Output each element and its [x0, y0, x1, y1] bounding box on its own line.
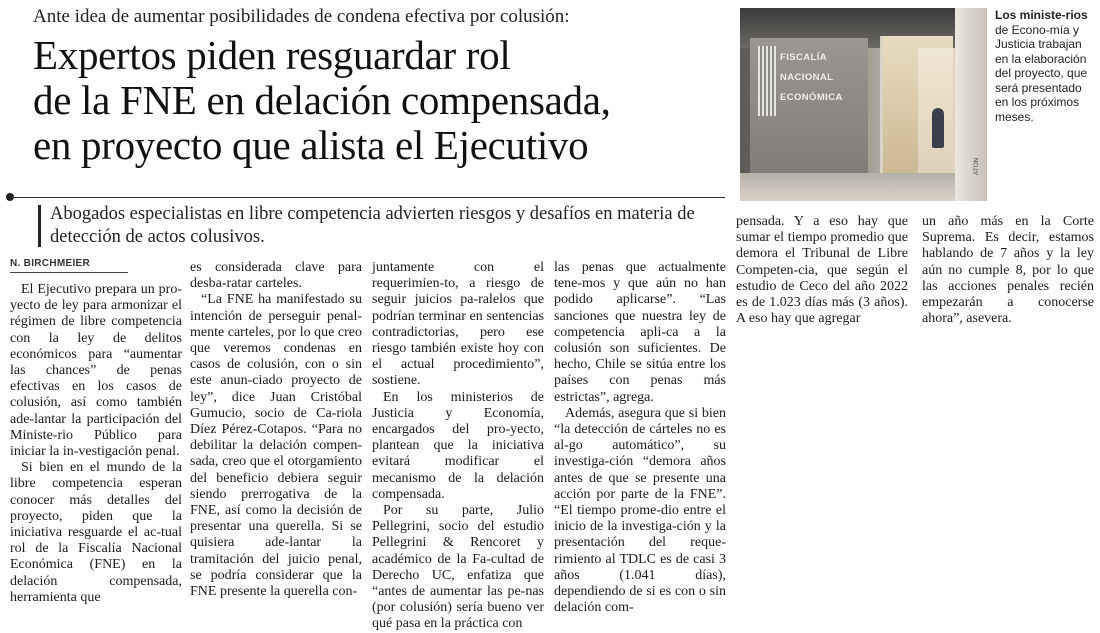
paragraph: pensada. Y a eso hay que sumar el tiempo promedio que demora el Tribunal de Libre Competen-cia, que según el estudio de Ceco del año 2022 es de 1.023 días más (3 años). A eso hay que agregar: [736, 214, 908, 327]
article-column-3: [372, 260, 544, 633]
article-column-4: [554, 260, 726, 616]
paragraph: En los ministerios de Justicia y Economía, encargados del pro-yecto, plantean que la iniciativa evitará modificar el mecanismo de la delación compensada.: [372, 389, 544, 502]
fne-sign: [758, 46, 868, 118]
kicker: Ante idea de aumentar posibilidades de condena efectiva por colusión:: [33, 6, 570, 27]
headline-line-2: de la FNE en delación compensada,: [33, 77, 611, 123]
paragraph: es considerada clave para desba-ratar carteles.: [190, 260, 362, 292]
paragraph: “La FNE ha manifestado su intención de perseguir penal-mente carteles, por lo que creo que veremos condenas en casos de colusión, con o sin este anun-ciado proyecto de ley”, dice Juan Cristóbal Gumucio, socio de Ca-riola Díez Pérez-Cotapos. “Para no debilitar la delación compen-sada, creo que el otorgamiento del beneficio debiera seguir siendo prerrogativa de la FNE, así como la decisión de presentar una querella. Si se quisiera ade-lantar la tramitación del juicio penal, se podría considerar que la FNE presente la querella con-: [190, 292, 362, 600]
headline: [33, 33, 723, 168]
paragraph: El Ejecutivo prepara un pro-yecto de ley para armonizar el régimen de libre competencia con la ley de delitos económicos para “aumentar las chances” de penas efectivas en los casos de colusión, así como también ade-lantar la participación del Ministe-rio Público para iniciar la in-vestigación penal.: [10, 282, 182, 460]
article-column-6: [922, 214, 1094, 327]
fne-office-photo: [740, 8, 987, 201]
byline-rule: [10, 272, 128, 273]
subhead-bar: [38, 205, 41, 247]
sign-text: FISCALÍA: [780, 52, 828, 63]
photo-caption: [995, 8, 1095, 124]
headline-rule: [10, 197, 725, 198]
article-column-5: [736, 214, 908, 327]
headline-line-3: en proyecto que alista el Ejecutivo: [33, 122, 589, 168]
paragraph: juntamente con el requerimien-to, a riesgo de seguir juicios pa-ralelos que podrían terminar en sentencias contradictorias, pero ese riesgo también existe hoy con el actual procedimiento”, sostiene.: [372, 260, 544, 389]
fne-logo-stripes: [758, 46, 776, 116]
subhead: Abogados especialistas en libre competencia advierten riesgos y desafíos en materia de detección de actos colusivos.: [50, 204, 695, 247]
article-column-2: [190, 260, 362, 600]
sign-text: NACIONAL: [780, 72, 834, 83]
headline-line-1: Expertos piden resguardar rol: [33, 32, 511, 78]
paragraph: un año más en la Corte Suprema. Es decir, estamos hablando de 7 años y la ley aún no cumple 8, por lo que las acciones penales recién empezarán a conocerse ahora”, asevera.: [922, 214, 1094, 327]
paragraph: Por su parte, Julio Pellegrini, socio del estudio Pellegrini & Rencoret y académico de la Fa-cultad de Derecho UC, enfatiza que “antes de aumentar las pe-nas (por colusión) sería bueno ver qué pasa en la práctica con: [372, 503, 544, 632]
paragraph: Además, asegura que si bien “la detección de cárteles no es al-go automático”, su investiga-ción “demora años antes de que se presente una acción por parte de la FNE”. “El tiempo prome-dio entre el inicio de la investiga-ción y la presentación del reque-rimiento al TDLC es de casi 3 años (1.041 días), dependiendo de si es con o sin delación com-: [554, 405, 726, 616]
sign-text: ECONÓMICA: [780, 92, 843, 103]
caption-text: de Econo-mía y Justicia trabajan en la elaboración del proyecto, que será presentado en los próximos meses.: [995, 22, 1088, 124]
photo-credit: ATON: [973, 157, 980, 175]
paragraph: Si bien en el mundo de la libre competencia esperan conocer más detalles del proyecto, piden que la iniciativa resguarde el ac-tual rol de la Fiscalía Nacional Económica (FNE) en la delación compensada, herramienta que: [10, 460, 182, 605]
paragraph: las penas que actualmente tene-mos y que aún no han podido aplicarse”. “Las sanciones que nuestra ley de competencia apli-ca a la colusión son suficientes. De hecho, Chile se sitúa entre los países con penas más estrictas”, agrega.: [554, 260, 726, 405]
caption-lead: Los ministe-rios: [995, 8, 1088, 22]
person-figure: [932, 108, 944, 148]
byline: N. BIRCHMEIER: [10, 258, 91, 269]
article-column-1: [10, 282, 182, 606]
